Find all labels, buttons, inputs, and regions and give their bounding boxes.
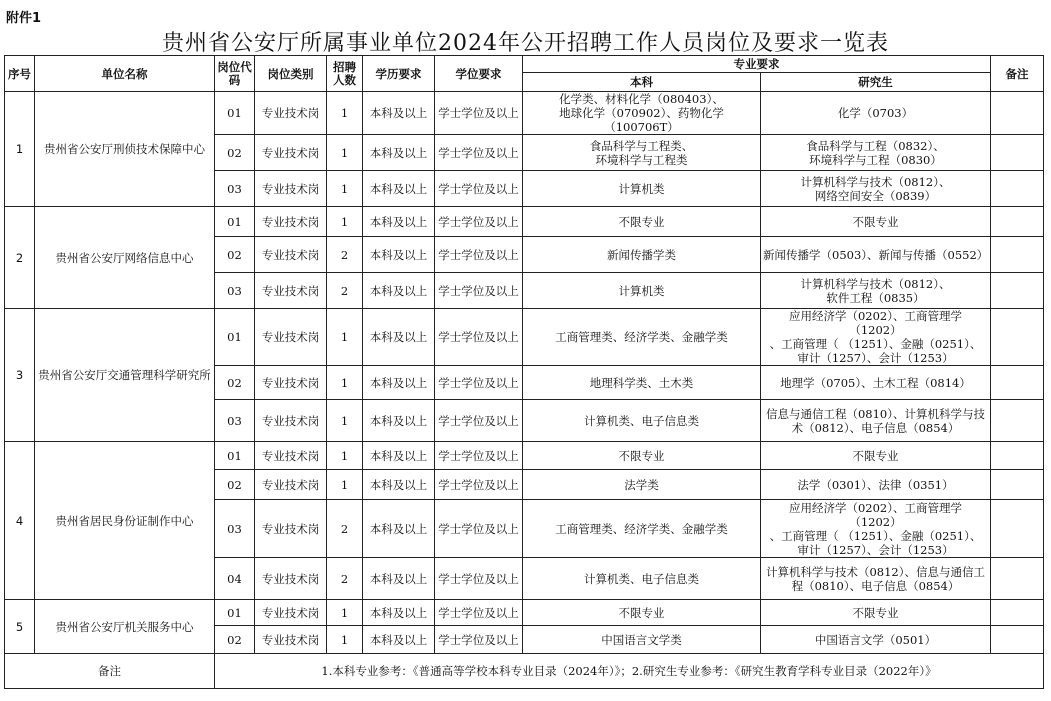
- education-requirement: 本科及以上: [363, 626, 435, 654]
- hire-count: 1: [327, 309, 363, 366]
- unit-name: 贵州省居民身份证制作中心: [35, 442, 215, 600]
- position-code: 01: [215, 600, 255, 626]
- hire-count: 1: [327, 442, 363, 470]
- degree-requirement: 学士学位及以上: [435, 470, 523, 500]
- undergrad-major: 化学类、材料化学（080403）、 地球化学（070902）、药物化学（100706T）: [523, 92, 761, 135]
- unit-name: 贵州省公安厅交通管理科学研究所: [35, 309, 215, 442]
- undergrad-major: 新闻传播学类: [523, 237, 761, 273]
- position-code: 03: [215, 500, 255, 558]
- position-code: 02: [215, 470, 255, 500]
- position-code: 02: [215, 626, 255, 654]
- degree-requirement: 学士学位及以上: [435, 171, 523, 207]
- position-type: 专业技术岗: [255, 470, 327, 500]
- position-code: 03: [215, 171, 255, 207]
- remark-cell: [991, 442, 1044, 470]
- degree-requirement: 学士学位及以上: [435, 600, 523, 626]
- position-code: 03: [215, 273, 255, 309]
- degree-requirement: 学士学位及以上: [435, 92, 523, 135]
- position-type: 专业技术岗: [255, 135, 327, 171]
- undergrad-major: 地理科学类、土木类: [523, 366, 761, 400]
- position-type: 专业技术岗: [255, 171, 327, 207]
- postgrad-major: 食品科学与工程（0832）、 环境科学与工程（0830）: [761, 135, 991, 171]
- remark-cell: [991, 400, 1044, 442]
- remark-cell: [991, 135, 1044, 171]
- undergrad-major: 不限专业: [523, 442, 761, 470]
- hire-count: 1: [327, 400, 363, 442]
- remark-cell: [991, 171, 1044, 207]
- position-code: 02: [215, 135, 255, 171]
- education-requirement: 本科及以上: [363, 470, 435, 500]
- education-requirement: 本科及以上: [363, 309, 435, 366]
- position-code: 04: [215, 558, 255, 600]
- hire-count: 1: [327, 92, 363, 135]
- position-type: 专业技术岗: [255, 600, 327, 626]
- postgrad-major: 计算机科学与技术（0812）、 软件工程（0835）: [761, 273, 991, 309]
- position-type: 专业技术岗: [255, 400, 327, 442]
- position-code: 02: [215, 366, 255, 400]
- hire-count: 2: [327, 237, 363, 273]
- undergrad-major: 不限专业: [523, 207, 761, 237]
- undergrad-major: 食品科学与工程类、 环境科学与工程类: [523, 135, 761, 171]
- undergrad-major: 计算机类、电子信息类: [523, 400, 761, 442]
- hire-count: 1: [327, 600, 363, 626]
- unit-seq: 1: [5, 92, 35, 207]
- hire-count: 1: [327, 470, 363, 500]
- unit-seq: 2: [5, 207, 35, 309]
- education-requirement: 本科及以上: [363, 500, 435, 558]
- postgrad-major: 计算机科学与技术（0812）、信息与通信工 程（0810）、电子信息（0854）: [761, 558, 991, 600]
- education-requirement: 本科及以上: [363, 600, 435, 626]
- education-requirement: 本科及以上: [363, 442, 435, 470]
- degree-requirement: 学士学位及以上: [435, 400, 523, 442]
- education-requirement: 本科及以上: [363, 237, 435, 273]
- header-edu: 学历要求: [363, 56, 435, 92]
- remark-cell: [991, 366, 1044, 400]
- header-type: 岗位类别: [255, 56, 327, 92]
- postgrad-major: 计算机科学与技术（0812）、 网络空间安全（0839）: [761, 171, 991, 207]
- education-requirement: 本科及以上: [363, 400, 435, 442]
- header-unit: 单位名称: [35, 56, 215, 92]
- degree-requirement: 学士学位及以上: [435, 500, 523, 558]
- position-code: 03: [215, 400, 255, 442]
- header-code: 岗位代码: [215, 56, 255, 92]
- education-requirement: 本科及以上: [363, 135, 435, 171]
- position-type: 专业技术岗: [255, 558, 327, 600]
- header-major: 专业要求: [523, 56, 991, 73]
- header-undergrad: 本科: [523, 73, 761, 92]
- remark-cell: [991, 600, 1044, 626]
- postgrad-major: 新闻传播学（0503）、新闻与传播（0552）: [761, 237, 991, 273]
- degree-requirement: 学士学位及以上: [435, 207, 523, 237]
- hire-count: 1: [327, 171, 363, 207]
- hire-count: 1: [327, 626, 363, 654]
- postgrad-major: 不限专业: [761, 600, 991, 626]
- postgrad-major: 不限专业: [761, 207, 991, 237]
- degree-requirement: 学士学位及以上: [435, 442, 523, 470]
- table-row: [5, 207, 1044, 237]
- position-type: 专业技术岗: [255, 237, 327, 273]
- education-requirement: 本科及以上: [363, 171, 435, 207]
- unit-name: 贵州省公安厅刑侦技术保障中心: [35, 92, 215, 207]
- education-requirement: 本科及以上: [363, 366, 435, 400]
- remark-cell: [991, 626, 1044, 654]
- education-requirement: 本科及以上: [363, 273, 435, 309]
- postgrad-major: 中国语言文学（0501）: [761, 626, 991, 654]
- hire-count: 2: [327, 558, 363, 600]
- unit-seq: 3: [5, 309, 35, 442]
- hire-count: 2: [327, 500, 363, 558]
- postgrad-major: 不限专业: [761, 442, 991, 470]
- undergrad-major: 法学类: [523, 470, 761, 500]
- hire-count: 2: [327, 273, 363, 309]
- header-count: 招聘人数: [327, 56, 363, 92]
- unit-seq: 5: [5, 600, 35, 654]
- postgrad-major: 法学（0301）、法律（0351）: [761, 470, 991, 500]
- footer-note: 1.本科专业参考：《普通高等学校本科专业目录（2024年）》；2.研究生专业参考：《研究生教育学科专业目录（2022年）》: [215, 654, 1044, 689]
- position-type: 专业技术岗: [255, 500, 327, 558]
- table-row: [5, 92, 1044, 135]
- undergrad-major: 中国语言文学类: [523, 626, 761, 654]
- header-seq: 序号: [5, 56, 35, 92]
- annex-label: 附件1: [6, 11, 42, 26]
- header-row: [5, 56, 1044, 73]
- undergrad-major: 工商管理类、经济学类、金融学类: [523, 309, 761, 366]
- degree-requirement: 学士学位及以上: [435, 626, 523, 654]
- education-requirement: 本科及以上: [363, 92, 435, 135]
- position-code: 01: [215, 207, 255, 237]
- position-code: 01: [215, 92, 255, 135]
- postgrad-major: 应用经济学（0202）、工商管理学（1202） 、工商管理（ （1251）、金融（0251）、 审计（1257）、会计（1253）: [761, 309, 991, 366]
- remark-cell: [991, 92, 1044, 135]
- header-postgrad: 研究生: [761, 73, 991, 92]
- degree-requirement: 学士学位及以上: [435, 309, 523, 366]
- degree-requirement: 学士学位及以上: [435, 237, 523, 273]
- position-type: 专业技术岗: [255, 273, 327, 309]
- postgrad-major: 化学（0703）: [761, 92, 991, 135]
- education-requirement: 本科及以上: [363, 558, 435, 600]
- undergrad-major: 计算机类、电子信息类: [523, 558, 761, 600]
- hire-count: 1: [327, 207, 363, 237]
- unit-seq: 4: [5, 442, 35, 600]
- remark-cell: [991, 273, 1044, 309]
- position-code: 02: [215, 237, 255, 273]
- degree-requirement: 学士学位及以上: [435, 558, 523, 600]
- header-remark: 备注: [991, 56, 1044, 92]
- footer-row: [5, 654, 1044, 689]
- positions-table: [4, 55, 1044, 689]
- degree-requirement: 学士学位及以上: [435, 273, 523, 309]
- postgrad-major: 地理学（0705）、土木工程（0814）: [761, 366, 991, 400]
- remark-cell: [991, 309, 1044, 366]
- table-row: [5, 600, 1044, 626]
- postgrad-major: 应用经济学（0202）、工商管理学（1202） 、工商管理（ （1251）、金融（0251）、 审计（1257）、会计（1253）: [761, 500, 991, 558]
- position-type: 专业技术岗: [255, 207, 327, 237]
- position-type: 专业技术岗: [255, 366, 327, 400]
- header-degree: 学位要求: [435, 56, 523, 92]
- footer-label: 备注: [5, 654, 215, 689]
- page-title: 贵州省公安厅所属事业单位2024年公开招聘工作人员岗位及要求一览表: [162, 31, 889, 56]
- remark-cell: [991, 500, 1044, 558]
- hire-count: 1: [327, 135, 363, 171]
- postgrad-major: 信息与通信工程（0810）、计算机科学与技 术（0812）、电子信息（0854）: [761, 400, 991, 442]
- unit-name: 贵州省公安厅机关服务中心: [35, 600, 215, 654]
- table-row: [5, 442, 1044, 470]
- remark-cell: [991, 237, 1044, 273]
- undergrad-major: 工商管理类、经济学类、金融学类: [523, 500, 761, 558]
- table-row: [5, 309, 1044, 366]
- degree-requirement: 学士学位及以上: [435, 135, 523, 171]
- position-type: 专业技术岗: [255, 92, 327, 135]
- undergrad-major: 计算机类: [523, 171, 761, 207]
- education-requirement: 本科及以上: [363, 207, 435, 237]
- unit-name: 贵州省公安厅网络信息中心: [35, 207, 215, 309]
- position-code: 01: [215, 309, 255, 366]
- remark-cell: [991, 207, 1044, 237]
- hire-count: 1: [327, 366, 363, 400]
- remark-cell: [991, 558, 1044, 600]
- undergrad-major: 计算机类: [523, 273, 761, 309]
- remark-cell: [991, 470, 1044, 500]
- position-type: 专业技术岗: [255, 626, 327, 654]
- undergrad-major: 不限专业: [523, 600, 761, 626]
- position-code: 01: [215, 442, 255, 470]
- degree-requirement: 学士学位及以上: [435, 366, 523, 400]
- position-type: 专业技术岗: [255, 442, 327, 470]
- position-type: 专业技术岗: [255, 309, 327, 366]
